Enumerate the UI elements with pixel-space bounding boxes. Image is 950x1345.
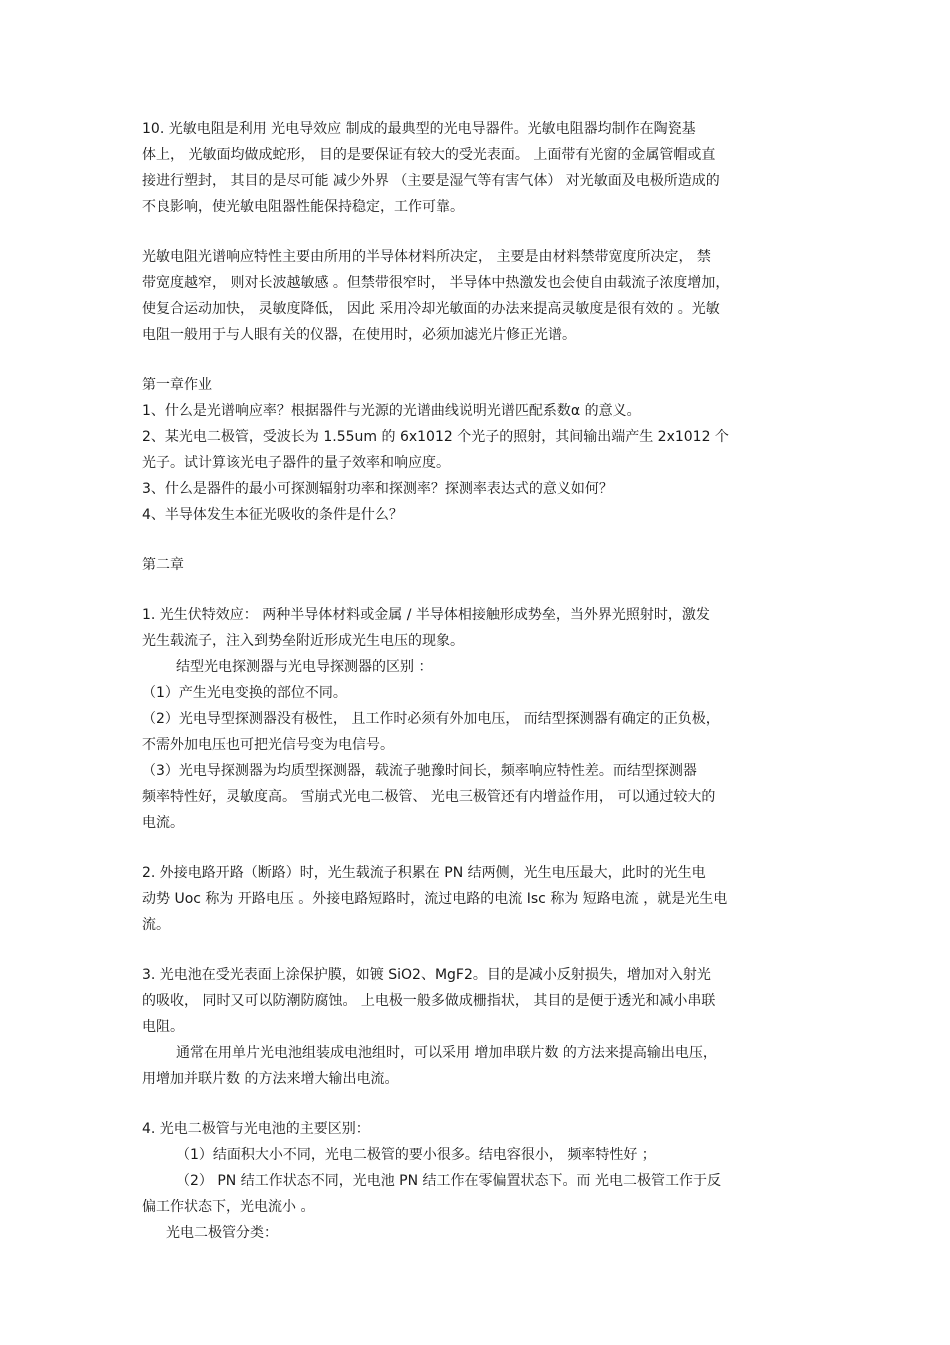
text-line: 光电二极管分类： xyxy=(166,1225,278,1241)
text-line: 3. 光电池在受光表面上涂保护膜，如镀 SiO2、MgF2。目的是减小反射损失，增加对入射光 xyxy=(142,967,711,983)
text-line: 1. 光生伏特效应： 两种半导体材料或金属 / 半导体相接触形成势垒，当外界光照射时，激发 xyxy=(142,607,710,623)
text-line: 电阻一般用于与人眼有关的仪器，在使用时，必须加滤光片修正光谱。 xyxy=(142,327,576,343)
text-line: 频率特性好，灵敏度高。 雪崩式光电二极管、 光电三极管还有内增益作用， 可以通过较大的 xyxy=(142,789,716,805)
section-photoresistor-structure xyxy=(142,116,822,220)
text-line: 动势 Uoc 称为 开路电压 。外接电路短路时，流过电路的电流 Isc 称为 短路电流 ，就是光生电 xyxy=(142,891,728,907)
document-page xyxy=(142,116,822,1246)
homework-title: 第一章作业 xyxy=(142,377,212,393)
text-line: 用增加并联片数 的方法来增大输出电流。 xyxy=(142,1071,399,1087)
text-line: 偏工作状态下，光电流小 。 xyxy=(142,1199,315,1215)
homework-item: 光子。试计算该光电子器件的量子效率和响应度。 xyxy=(142,455,450,471)
homework-item: 4、半导体发生本征光吸收的条件是什么？ xyxy=(142,507,403,523)
section-photovoltaic-effect xyxy=(142,602,822,836)
text-line: （1）产生光电变换的部位不同。 xyxy=(142,685,347,701)
section-title: 4. 光电二极管与光电池的主要区别： xyxy=(142,1121,370,1137)
text-line: 使复合运动加快， 灵敏度降低， 因此 采用冷却光敏面的办法来提高灵敏度是很有效的 。光敏 xyxy=(142,301,720,317)
text-line: 不良影响，使光敏电阻器性能保持稳定，工作可靠。 xyxy=(142,199,464,215)
text-line: 10. 光敏电阻是利用 光电导效应 制成的最典型的光电导器件。光敏电阻器均制作在陶瓷基 xyxy=(142,121,696,137)
difference-title: 结型光电探测器与光电导探测器的区别 ： xyxy=(176,659,433,675)
chapter2-title: 第二章 xyxy=(142,557,184,573)
section-chapter1-homework xyxy=(142,372,822,528)
section-photocell-coating xyxy=(142,962,822,1092)
section-open-short-circuit xyxy=(142,860,822,938)
text-line: 不需外加电压也可把光信号变为电信号。 xyxy=(142,737,394,753)
text-line: （2）光电导型探测器没有极性， 且工作时必须有外加电压， 而结型探测器有确定的正负极， xyxy=(142,711,720,727)
text-line: （2） PN 结工作状态不同，光电池 PN 结工作在零偏置状态下。而 光电二极管工作于反 xyxy=(176,1173,721,1189)
text-line: 体上， 光敏面均做成蛇形， 目的是要保证有较大的受光表面。 上面带有光窗的金属管帽或直 xyxy=(142,147,716,163)
text-line: 的吸收， 同时又可以防潮防腐蚀。 上电极一般多做成栅指状， 其目的是便于透光和减小串联 xyxy=(142,993,716,1009)
text-line: 通常在用单片光电池组装成电池组时，可以采用 增加串联片数 的方法来提高输出电压， xyxy=(176,1045,717,1061)
homework-item: 2、某光电二极管，受波长为 1.55um 的 6x1012 个光子的照射，其间输出端产生 2x1012 个 xyxy=(142,429,729,445)
homework-item: 3、什么是器件的最小可探测辐射功率和探测率？探测率表达式的意义如何？ xyxy=(142,481,613,497)
text-line: 电流。 xyxy=(142,815,184,831)
text-line: （1）结面积大小不同，光电二极管的要小很多。结电容很小， 频率特性好 ； xyxy=(176,1147,656,1163)
text-line: 流。 xyxy=(142,917,170,933)
text-line: 接进行塑封， 其目的是尽可能 减少外界 （主要是湿气等有害气体） 对光敏面及电极所造成的 xyxy=(142,173,720,189)
text-line: 2. 外接电路开路（断路）时，光生载流子积累在 PN 结两侧，光生电压最大，此时的光生电 xyxy=(142,865,706,881)
text-line: （3）光电导探测器为均质型探测器，载流子驰豫时间长，频率响应特性差。而结型探测器 xyxy=(142,763,697,779)
text-line: 带宽度越窄， 则对长波越敏感 。但禁带很窄时， 半导体中热激发也会使自由载流子浓度增加， xyxy=(142,275,730,291)
section-photodiode-vs-photocell xyxy=(142,1116,822,1246)
text-line: 光生载流子，注入到势垒附近形成光生电压的现象。 xyxy=(142,633,464,649)
text-line: 电阻。 xyxy=(142,1019,184,1035)
text-line: 光敏电阻光谱响应特性主要由所用的半导体材料所决定， 主要是由材料禁带宽度所决定， 禁 xyxy=(142,249,711,265)
section-spectral-response xyxy=(142,244,822,348)
homework-item: 1、什么是光谱响应率？根据器件与光源的光谱曲线说明光谱匹配系数α 的意义。 xyxy=(142,403,641,419)
